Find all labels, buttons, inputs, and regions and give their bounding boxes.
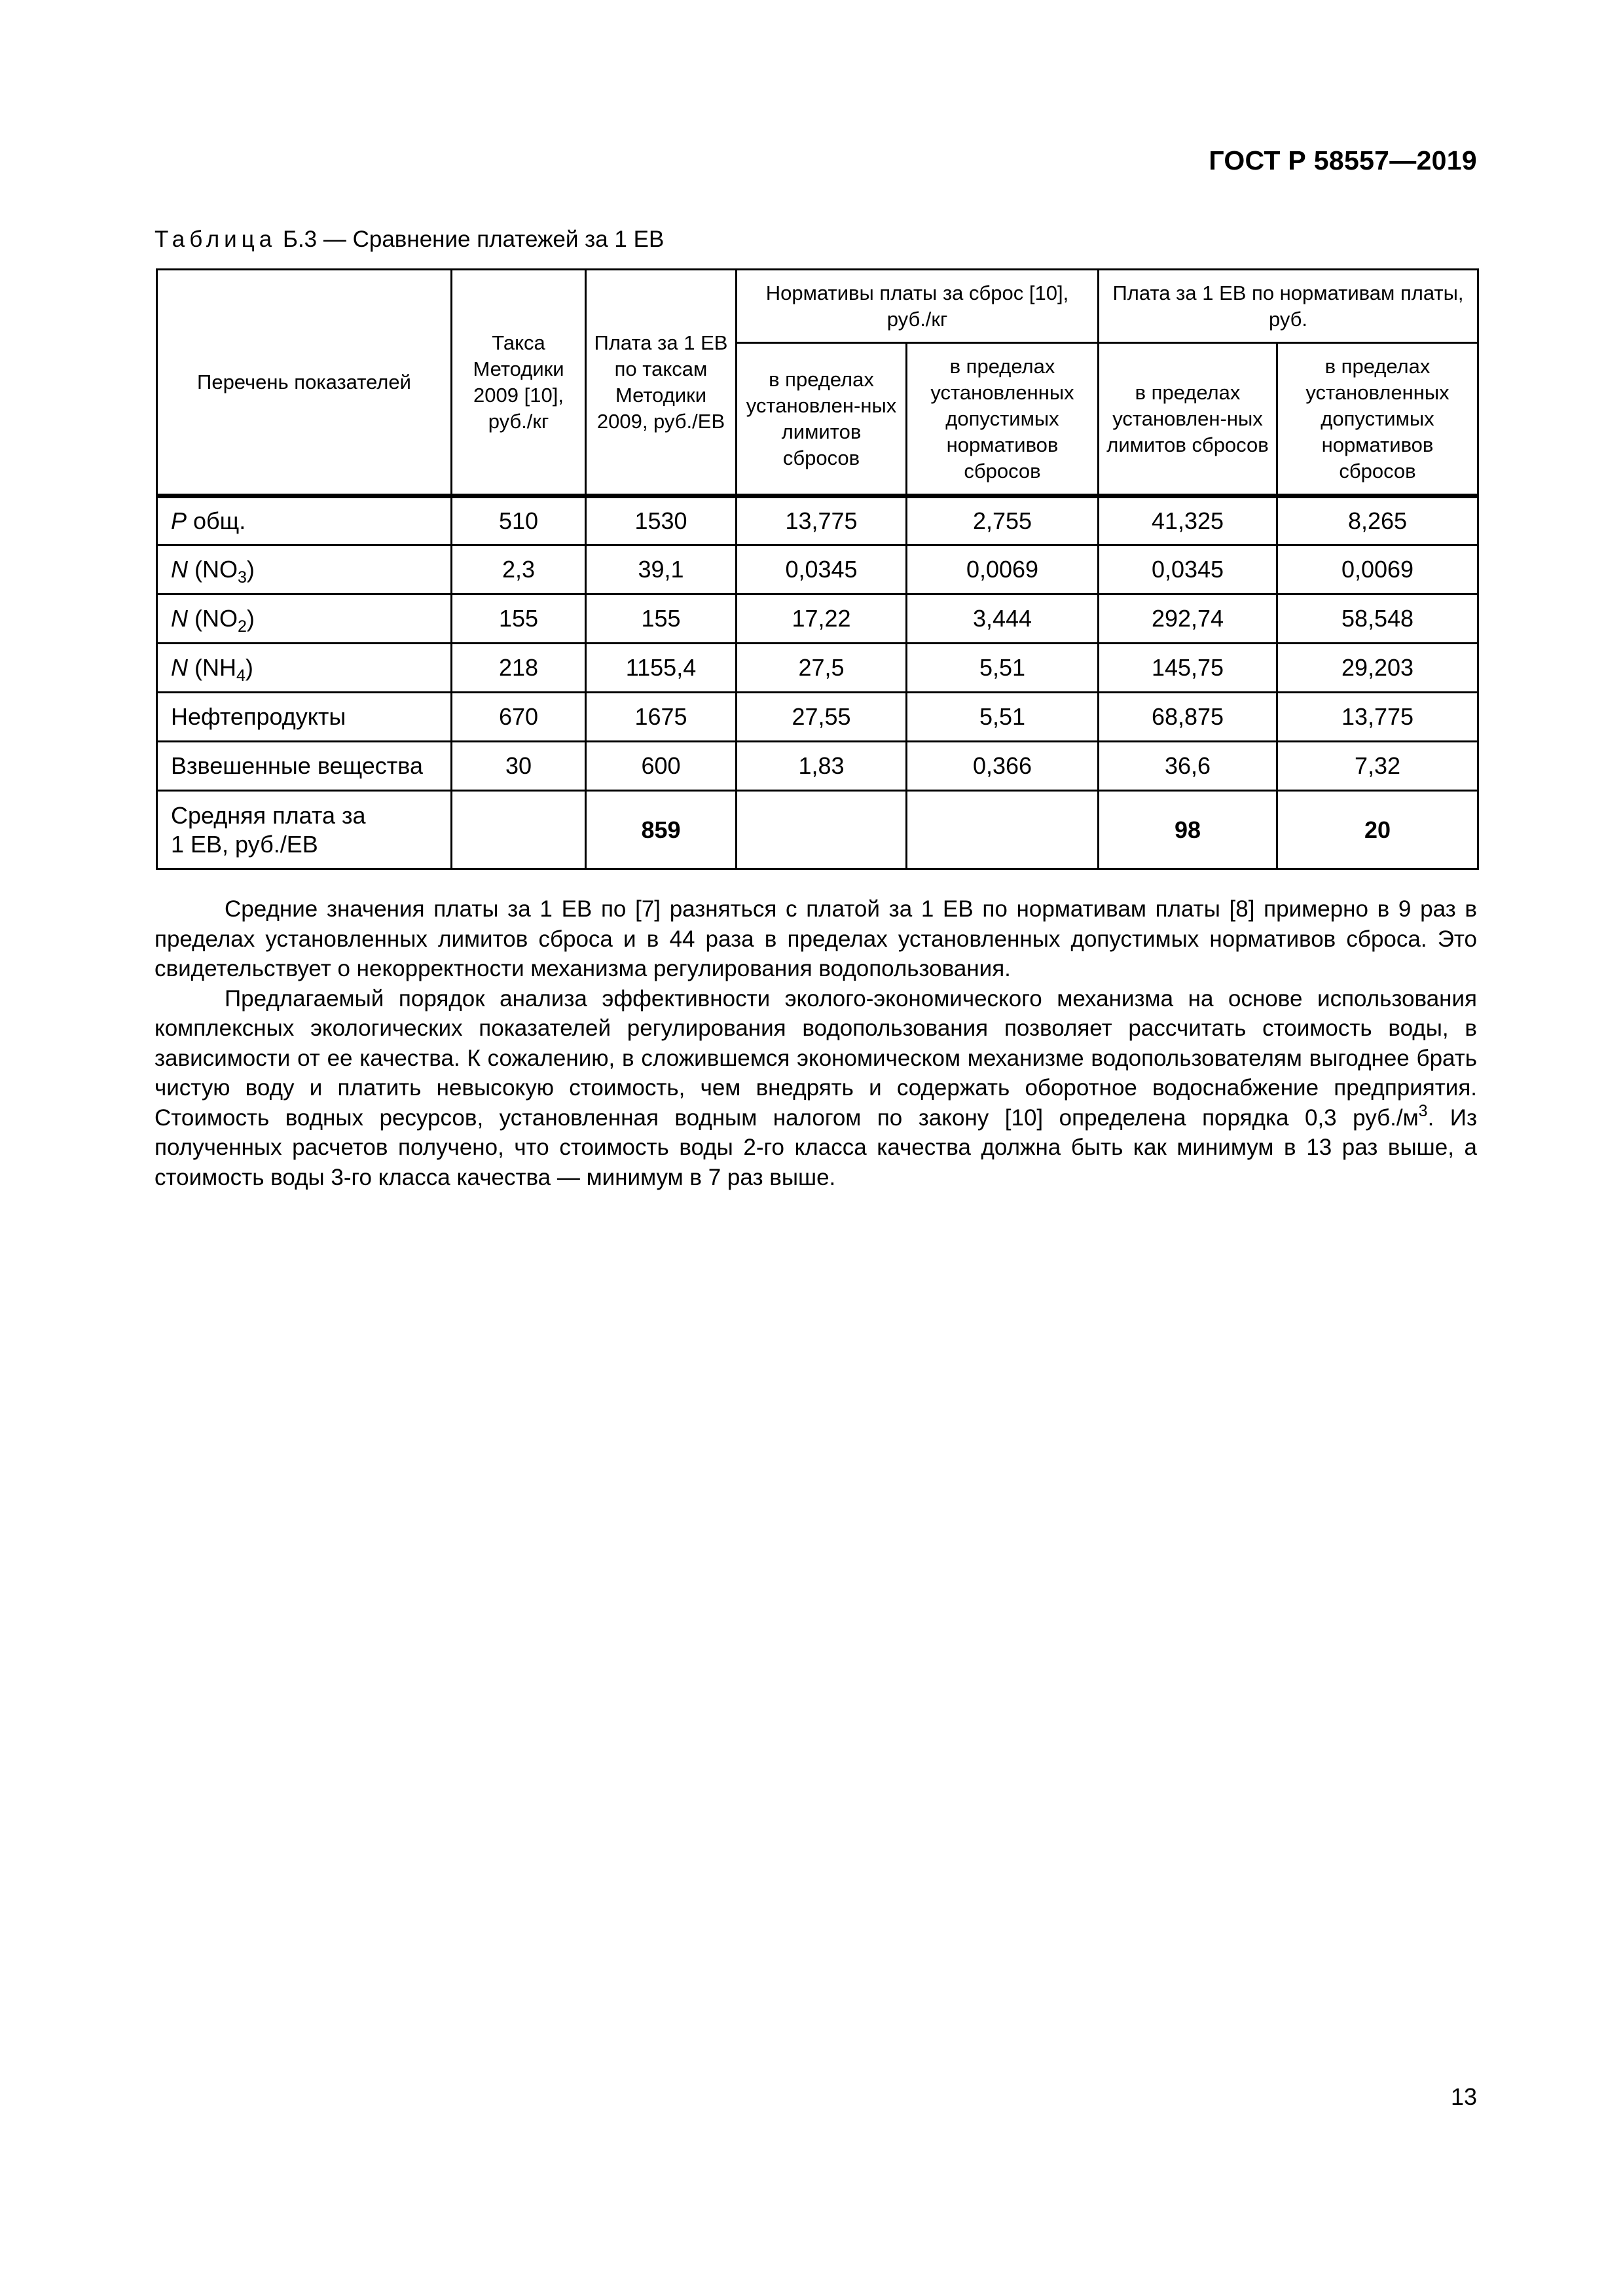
cell-fee: 39,1 — [586, 545, 737, 594]
table-row — [157, 644, 1478, 693]
cell-fee: 1675 — [586, 693, 737, 742]
total-cell-norm-allowed — [907, 791, 1099, 869]
table-caption-text: Б.3 — Сравнение платежей за 1 ЕВ — [282, 227, 665, 252]
cell-norm-limit: 13,775 — [737, 496, 907, 545]
header-within-limits: в пределах установлен-ных лимитов сбросов — [737, 343, 907, 496]
row-label: N $(NH_4)$ — [157, 644, 452, 693]
header-within-limits-fee: в пределах установлен-ных лимитов сбросов — [1099, 343, 1277, 496]
cell-pay-limit: 41,325 — [1099, 496, 1277, 545]
cell-tax: 218 — [452, 644, 586, 693]
table-row — [157, 545, 1478, 594]
cell-norm-limit: 1,83 — [737, 742, 907, 791]
cell-pay-limit: 145,75 — [1099, 644, 1277, 693]
paragraph: Предлагаемый порядок анализа эффективности эколого-экономического механизма на основе использования комплексных экологических показателей регулирования водопользования позволяет рассчитать стоимость воды, в зависимости от ее качества. К сожалению, в сложившемся экономическом механизме водопользователям выгоднее брать чистую воду и платить невысокую стоимость, чем внедрять и содержать оборотное водоснабжение предприятия. Стоимость водных ресурсов, установленная водным налогом по закону [10] определена порядка 0,3 $руб./м^3$. Из полученных расчетов получено, что стоимость воды 2-го класса качества должна быть как минимум в 13 раз выше, а стоимость воды 3-го класса качества — минимум в 7 раз выше. — [155, 985, 1477, 1190]
cell-norm-allowed: 5,51 — [907, 693, 1099, 742]
total-cell-tax — [452, 791, 586, 869]
cell-pay-limit: 292,74 — [1099, 594, 1277, 644]
cell-tax: 30 — [452, 742, 586, 791]
table-row — [157, 742, 1478, 791]
cell-norm-limit: 27,55 — [737, 693, 907, 742]
cell-pay-limit: 36,6 — [1099, 742, 1277, 791]
total-cell-norm-limit — [737, 791, 907, 869]
total-cell-pay-allowed: 20 — [1277, 791, 1478, 869]
total-row — [157, 791, 1478, 869]
cell-pay-allowed: 0,0069 — [1277, 545, 1478, 594]
header-fee-group: Плата за 1 ЕВ по нормативам платы, руб. — [1099, 270, 1478, 343]
cell-norm-limit: 27,5 — [737, 644, 907, 693]
cell-norm-limit: 0,0345 — [737, 545, 907, 594]
header-within-norms-fee: в пределах установленных допустимых нормативов сбросов — [1277, 343, 1478, 496]
header-tax: Такса Методики 2009 [10], руб./кг — [452, 270, 586, 496]
cell-pay-allowed: 8,265 — [1277, 496, 1478, 545]
cell-pay-limit: 0,0345 — [1099, 545, 1277, 594]
table-caption-prefix: Таблица — [155, 227, 277, 252]
total-row-label: Средняя плата за 1 ЕВ, руб./ЕВ — [157, 791, 452, 869]
total-cell-pay-limit: 98 — [1099, 791, 1277, 869]
cell-pay-allowed: 58,548 — [1277, 594, 1478, 644]
document-header: ГОСТ Р 58557—2019 — [1209, 145, 1477, 175]
comparison-table — [156, 268, 1479, 870]
cell-fee: 600 — [586, 742, 737, 791]
cell-norm-allowed: 0,0069 — [907, 545, 1099, 594]
header-fee: Плата за 1 ЕВ по таксам Методики 2009, руб./ЕВ — [586, 270, 737, 496]
cell-norm-allowed: 2,755 — [907, 496, 1099, 545]
row-label: N $(NO_3)$ — [157, 545, 452, 594]
cell-tax: 670 — [452, 693, 586, 742]
table-row — [157, 693, 1478, 742]
header-indicators: Перечень показателей — [157, 270, 452, 496]
cell-fee: 155 — [586, 594, 737, 644]
cell-tax: 2,3 — [452, 545, 586, 594]
cell-norm-allowed: 3,444 — [907, 594, 1099, 644]
cell-pay-allowed: 7,32 — [1277, 742, 1478, 791]
cell-tax: 510 — [452, 496, 586, 545]
row-label: Взвешенные вещества — [157, 742, 452, 791]
cell-pay-limit: 68,875 — [1099, 693, 1277, 742]
table-caption — [155, 227, 664, 253]
cell-pay-allowed: 13,775 — [1277, 693, 1478, 742]
cell-norm-limit: 17,22 — [737, 594, 907, 644]
cell-pay-allowed: 29,203 — [1277, 644, 1478, 693]
header-within-norms: в пределах установленных допустимых нормативов сбросов — [907, 343, 1099, 496]
page-number: 13 — [1450, 2083, 1477, 2110]
total-cell-fee: 859 — [586, 791, 737, 869]
row-label: Нефтепродукты — [157, 693, 452, 742]
cell-norm-allowed: 5,51 — [907, 644, 1099, 693]
cell-norm-allowed: 0,366 — [907, 742, 1099, 791]
cell-fee: 1530 — [586, 496, 737, 545]
table-row — [157, 594, 1478, 644]
body-text — [155, 894, 1477, 1192]
row-label: P общ. — [157, 496, 452, 545]
cell-fee: 1155,4 — [586, 644, 737, 693]
paragraph: Средние значения платы за 1 ЕВ по [7] разняться с платой за 1 ЕВ по нормативам платы [8] примерно в 9 раз в пределах установленных лимитов сброса и в 44 раза в пределах установленных допустимых нормативов сброса. Это свидетельствует о некорректности механизма регулирования водопользования. — [155, 896, 1477, 981]
row-label: N $(NO_2)$ — [157, 594, 452, 644]
cell-tax: 155 — [452, 594, 586, 644]
header-norms-group: Нормативы платы за сброс [10], руб./кг — [737, 270, 1099, 343]
table-row — [157, 496, 1478, 545]
